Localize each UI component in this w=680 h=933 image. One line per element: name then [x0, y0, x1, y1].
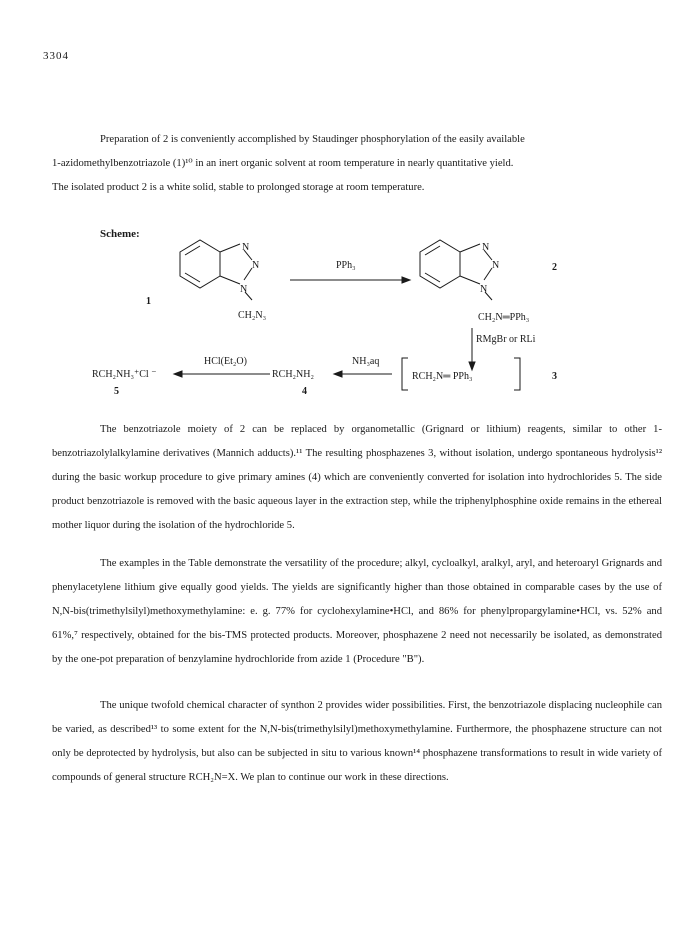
compound-2-substituent: CH₂N═PPh₃ [478, 312, 530, 323]
paragraph-2-text: The benzotriazole moiety of 2 can be replaced by organometallic (Grignard or lithium) reagents, similar to other 1-benzotriazolylalkylamine derivatives (Mannich adducts).¹¹ The resulting phosphazenes 3, without isolation, undergo spontaneous hydrolysis¹² during the basic workup procedure to give primary amines (4) which are conveniently converted for isolation into hydrochlorides 5. The side product benzotriazole is removed with the basic aqueous layer in the extraction step, while the triphenylphosphine oxide remains in the ethereal mother liquor during the isolation of the hydrochloride 5. [52, 424, 662, 531]
reagent-nh3: NH₃aq [352, 356, 380, 367]
compound-5-label: 5 [114, 386, 119, 397]
intro-paragraph [52, 128, 662, 200]
compound-1-substituent: CH₂N₃ [238, 310, 267, 321]
compound-2-label: 2 [552, 262, 557, 273]
intro-line-2: 1-azidomethylbenzotriazole (1)¹⁰ in an inert organic solvent at room temperature in nearly quantitative yield. [52, 158, 514, 169]
body-paragraph-synthon [52, 694, 662, 790]
c1-n3: N [240, 284, 248, 295]
reagent-hcl: HCl(Et₂O) [204, 356, 247, 367]
c1-n1: N [242, 242, 250, 253]
compound-5-formula: RCH₂NH₃⁺Cl ⁻ [92, 369, 157, 380]
compound-4-label: 4 [302, 386, 307, 397]
c2-n3: N [480, 284, 488, 295]
paragraph-4-text: The unique twofold chemical character of synthon 2 provides wider possibilities. First, the benzotriazole displacing nucleophile can be varied, as described¹³ to some extent for the N,N-bis(trimethylsilyl)methoxymethylamine. Furthermore, the phosphazene structure can not only be deprotected by hydrolysis, but also can be subjected in situ to various known¹⁴ phosphazene transformations to result in wide variety of compounds of general structure RCH₂N=X. We plan to continue our work in these directions. [52, 700, 662, 783]
reagent-pph3: PPh₃ [336, 260, 356, 271]
compound-3-formula: RCH₂N═ PPh₃ [412, 371, 473, 382]
reagent-grignard: RMgBr or RLi [476, 334, 536, 345]
intro-line-3: The isolated product 2 is a white solid, stable to prolonged storage at room temperature. [52, 182, 425, 193]
c1-n2: N [252, 260, 260, 271]
c2-n2: N [492, 260, 500, 271]
body-paragraph-examples [52, 552, 662, 672]
compound-3-label: 3 [552, 371, 557, 382]
compound-1-label: 1 [146, 296, 151, 307]
c2-n1: N [482, 242, 490, 253]
reaction-scheme [80, 230, 600, 400]
scheme-label: Scheme: [100, 228, 140, 240]
compound-4-formula: RCH₂NH₂ [272, 369, 314, 380]
paragraph-3-text: The examples in the Table demonstrate the versatility of the procedure; alkyl, cycloalkyl, aralkyl, aryl, and heteroaryl Grignards and phenylacetylene lithium give equally good yields. The yields are significantly higher than those obtained in comparable cases by the use of N,N-bis(trimethylsilyl)methoxymethylamine: e. g. 77% for cyclohexylamine•HCl, and 86% for phenylpropargylamine•HCl, vs. 52% and 61%,⁷ respectively, obtained for the bis-TMS protected products. Moreover, phosphazene 2 need not necessarily be isolated, as demonstrated by the one-pot preparation of benzylamine hydrochloride from azide 1 (Procedure "B"). [52, 558, 662, 665]
intro-line-1: Preparation of 2 is conveniently accomplished by Staudinger phosphorylation of the easily available [100, 134, 525, 145]
body-paragraph-benzotriazole [52, 418, 662, 538]
page-number: 3304 [43, 50, 69, 62]
